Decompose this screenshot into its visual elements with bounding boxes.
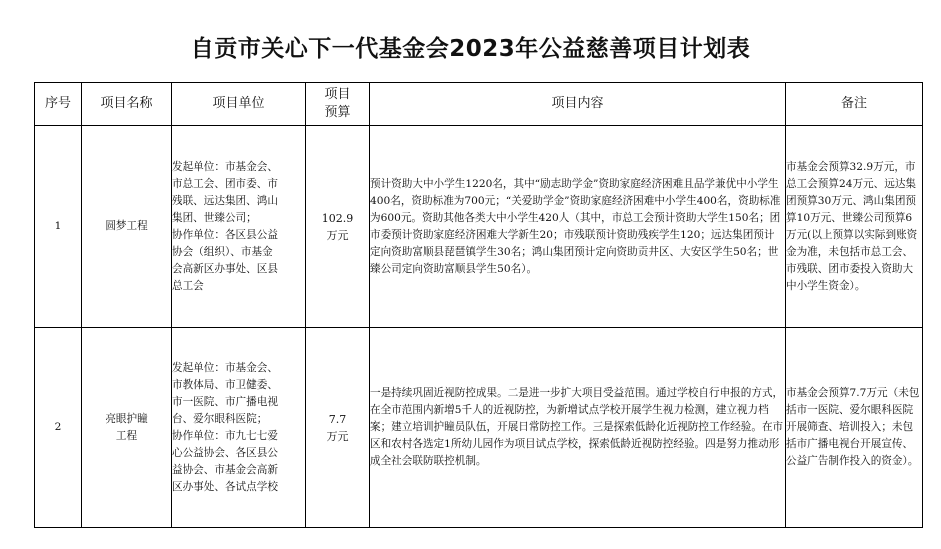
header-seq: 序号: [35, 83, 82, 126]
project-plan-table: [34, 82, 923, 528]
row-note: 市基金会预算32.9万元，市总工会预算24万元、远达集团预算30万元、鸿山集团预算10万元、世臻公司预算6万元(以上预算以实际到账资金为准，未包括市总工会、市残联、团市委投入资助大中小学生资金）。: [786, 126, 923, 328]
row-project-content: 预计资助大中小学生1220名，其中“励志助学金”资助家庭经济困难且品学兼优中小学生400名，资助标准为700元；“关爱助学金”资助家庭经济困难中小学生400名，资助标准为600元。资助其他各类大中小学生420人（其中，市总工会预计资助大学生150名；团市委预计资助家庭经济困难大学新生20；市残联预计资助残疾学生120；远达集团预计定向资助富顺县琵琶镇学生30名；鸿山集团预计定向资助贡井区、大安区学生50名；世臻公司定向资助富顺县学生50名）。: [370, 126, 786, 328]
table-row: [35, 126, 923, 328]
header-name: 项目名称: [82, 83, 172, 126]
row-budget: 7.7 万元: [306, 328, 370, 528]
row-project-unit: 发起单位：市基金会、 市教体局、市卫健委、 市一医院、市广播电视 台、爱尔眼科医院； 协作单位：市九七七爱 心公益协会、各区县公 益协会、市基金会高新 区办事处、各试点学校: [172, 328, 306, 528]
table-row: [35, 328, 923, 528]
page-title: 自贡市关心下一代基金会2023年公益慈善项目计划表: [190, 36, 751, 62]
table-header-row: [35, 83, 923, 126]
row-seq: 2: [35, 328, 82, 528]
row-project-unit: 发起单位：市基金会、 市总工会、团市委、市 残联、远达集团、鸿山 集团、世臻公司； 协作单位：各区县公益 协会（组织）、市基金 会高新区办事处、区县 总工会: [172, 126, 306, 328]
header-budget: 项目 预算: [306, 83, 370, 126]
row-budget: 102.9 万元: [306, 126, 370, 328]
row-project-name: 亮眼护瞳 工程: [82, 328, 172, 528]
header-unit: 项目单位: [172, 83, 306, 126]
row-project-name: 圆梦工程: [82, 126, 172, 328]
row-note: 市基金会预算7.7万元（未包括市一医院、爱尔眼科医院开展筛查、培训投入；未包括市广播电视台开展宣传、公益广告制作投入的资金）。: [786, 328, 923, 528]
header-note: 备注: [786, 83, 923, 126]
row-seq: 1: [35, 126, 82, 328]
header-content: 项目内容: [370, 83, 786, 126]
row-project-content: 一是持续巩固近视防控成果。二是进一步扩大项目受益范围。通过学校自行申报的方式，在全市范围内新增5千人的近视防控，为新增试点学校开展学生视力检测，建立视力档案；建立培训护瞳员队伍，开展日常防控工作。三是探索低龄化近视防控工作经验。在市区和农村各选定1所幼儿园作为项目试点学校，探索低龄近视防控经验。四是努力推动形成全社会联防联控机制。: [370, 328, 786, 528]
